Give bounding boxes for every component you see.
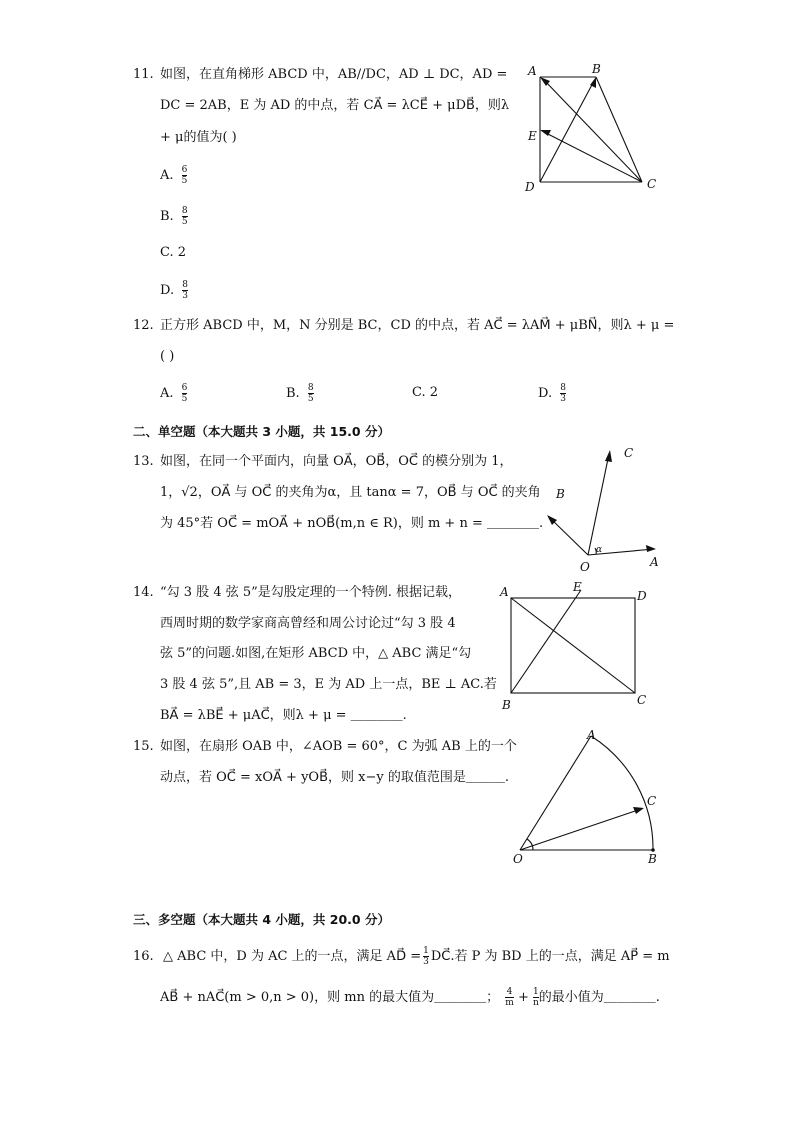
- section-2-heading: 二、单空题（本大题共 3 小题，共 15.0 分）: [133, 424, 390, 439]
- option-label: D.: [160, 283, 175, 298]
- fraction: $\frac{6}{5}$: [181, 383, 188, 404]
- label-o: O: [513, 852, 523, 866]
- diagonal-ac: [511, 598, 635, 693]
- q16-line-1: [163, 946, 670, 967]
- fraction: $\frac{8}{3}$: [560, 383, 566, 404]
- q16-line-2: AB⃗ + nAC⃗(m > 0,n > 0)，则 mn 的最大值为＿＿＿＿； $\frac{4}{m}$ + $\frac{1}{n}$ 的最小值为＿＿＿＿.: [160, 987, 660, 1008]
- q11-trapezoid-figure: [520, 60, 670, 200]
- q11-option-d: [160, 280, 188, 301]
- vector-ca: [544, 80, 642, 182]
- option-label: B.: [160, 209, 174, 224]
- q14-line-2: 西周时期的数学家商高曾经和周公讨论过“勾 3 股 4: [160, 616, 456, 631]
- q15-line-1: 如图，在扇形 OAB 中，∠AOB = 60°，C 为弧 AB 上的一个: [160, 739, 517, 754]
- label-b: B: [648, 852, 657, 866]
- q11-line-1: 如图，在直角梯形 ABCD 中，AB//DC，AD ⊥ DC，AD =: [160, 67, 508, 82]
- label-c: C: [647, 794, 657, 808]
- label-c: C: [624, 446, 634, 460]
- vector-oc: [588, 454, 609, 555]
- vector-ce: [544, 132, 642, 182]
- section-3-heading: 三、多空题（本大题共 4 小题，共 20.0 分）: [133, 912, 390, 927]
- q13-line-1: 如图，在同一个平面内，向量 OA⃗，OB⃗，OC⃗ 的模分别为 1，: [160, 454, 513, 469]
- label-alpha: α: [596, 545, 603, 555]
- arrow-head-c: [605, 450, 612, 462]
- option-label: A.: [160, 168, 174, 183]
- label-a: A: [587, 728, 596, 742]
- arc-ab: [591, 736, 653, 850]
- q11-line-2: DC = 2AB，E 为 AD 的中点，若 CA⃗ = λCE⃗ + μDB⃗，则λ: [160, 98, 510, 113]
- radius-oa: [520, 736, 591, 850]
- arrow-head-a: [646, 545, 656, 552]
- label-d: D: [637, 589, 647, 603]
- label-b: B: [502, 698, 511, 712]
- q14-line-3: 弦 5”的问题.如图,在矩形 ABCD 中，△ ABC 满足“勾: [160, 646, 472, 661]
- q13-number: 13.: [133, 454, 154, 469]
- segment-bc: [596, 77, 642, 182]
- q12-line-1: 正方形 ABCD 中，M，N 分别是 BC，CD 的中点，若 AC⃗ = λAM⃗ + μBN⃗，则λ + μ =: [160, 318, 675, 333]
- text-run: 的最小值为＿＿＿＿.: [538, 990, 660, 1005]
- angle-arc: [527, 839, 533, 850]
- q14-line-1: “勾 3 股 4 弦 5”是勾股定理的一个特例. 根据记载，: [160, 585, 462, 600]
- q14-line-4: 3 股 4 弦 5”,且 AB = 3，E 为 AD 上一点，BE ⊥ AC.若: [160, 677, 497, 692]
- fraction: $\frac{6}{5}$: [181, 165, 188, 186]
- label-o: O: [580, 560, 590, 574]
- label-a: A: [650, 555, 659, 569]
- q11-option-c: C. 2: [160, 245, 187, 260]
- fraction: $\frac{8}{5}$: [181, 206, 188, 227]
- q11-option-b: [160, 206, 188, 227]
- q13-vector-figure: [540, 440, 670, 575]
- label-c: C: [637, 693, 647, 707]
- fraction-4-over-m: $\frac{4}{m}$: [505, 987, 514, 1008]
- vector-ob: [549, 517, 588, 555]
- q13-line-2: 1，√2，OA⃗ 与 OC⃗ 的夹角为α，且 tanα = 7，OB⃗ 与 OC⃗ 的夹角: [160, 485, 541, 500]
- label-b: B: [592, 62, 601, 76]
- label-a: A: [528, 64, 537, 78]
- label-b: B: [556, 487, 565, 501]
- label-e: E: [528, 129, 537, 143]
- fraction: $\frac{8}{5}$: [307, 383, 314, 404]
- label-a: A: [500, 585, 509, 599]
- q12-number: 12.: [133, 318, 154, 333]
- label-d: D: [525, 180, 535, 194]
- q15-line-2: 动点，若 OC⃗ = xOA⃗ + yOB⃗，则 x−y 的取值范围是＿＿＿.: [160, 770, 509, 785]
- fraction-1-over-n: $\frac{1}{n}$: [532, 987, 539, 1008]
- q13-line-3: 为 45°若 OC⃗ = mOA⃗ + nOB⃗(m,n ∈ R)，则 m + n = ＿＿＿＿.: [160, 516, 544, 531]
- q14-number: 14.: [133, 585, 154, 600]
- q12-line-2: ( ): [160, 349, 175, 364]
- label-c: C: [647, 177, 657, 191]
- q11-option-a: [160, 165, 187, 186]
- text-run: DC⃗.若 P 为 BD 上的一点，满足 AP⃗ = m: [430, 949, 670, 964]
- q12-option-a: A. $\frac{6}{5}$: [160, 383, 188, 404]
- label-e: E: [573, 580, 582, 594]
- q14-line-5: BA⃗ = λBE⃗ + μAC⃗，则λ + μ = ＿＿＿＿.: [160, 708, 407, 723]
- q12-option-c: C. 2: [412, 385, 439, 400]
- q12-option-d: D. $\frac{8}{3}$: [538, 383, 566, 404]
- fraction-one-third: $\frac{1}{3}$: [423, 946, 429, 967]
- q15-number: 15.: [133, 739, 154, 754]
- text-run: △ ABC 中，D 为 AC 上的一点，满足 AD⃗ =: [163, 949, 422, 964]
- q14-rectangle-figure: [495, 578, 660, 713]
- q11-line-3: + μ的值为( ): [160, 130, 237, 145]
- q12-option-b: B. $\frac{8}{5}$: [286, 383, 314, 404]
- arrow-head-c: [633, 807, 644, 814]
- q16-number: 16.: [133, 949, 154, 964]
- q15-sector-figure: [505, 725, 675, 870]
- text-run: AB⃗ + nAC⃗(m > 0,n > 0)，则 mn 的最大值为＿＿＿＿；: [160, 990, 500, 1005]
- fraction: $\frac{8}{3}$: [182, 280, 188, 301]
- q11-number: 11.: [133, 67, 154, 82]
- vector-oc: [520, 809, 641, 850]
